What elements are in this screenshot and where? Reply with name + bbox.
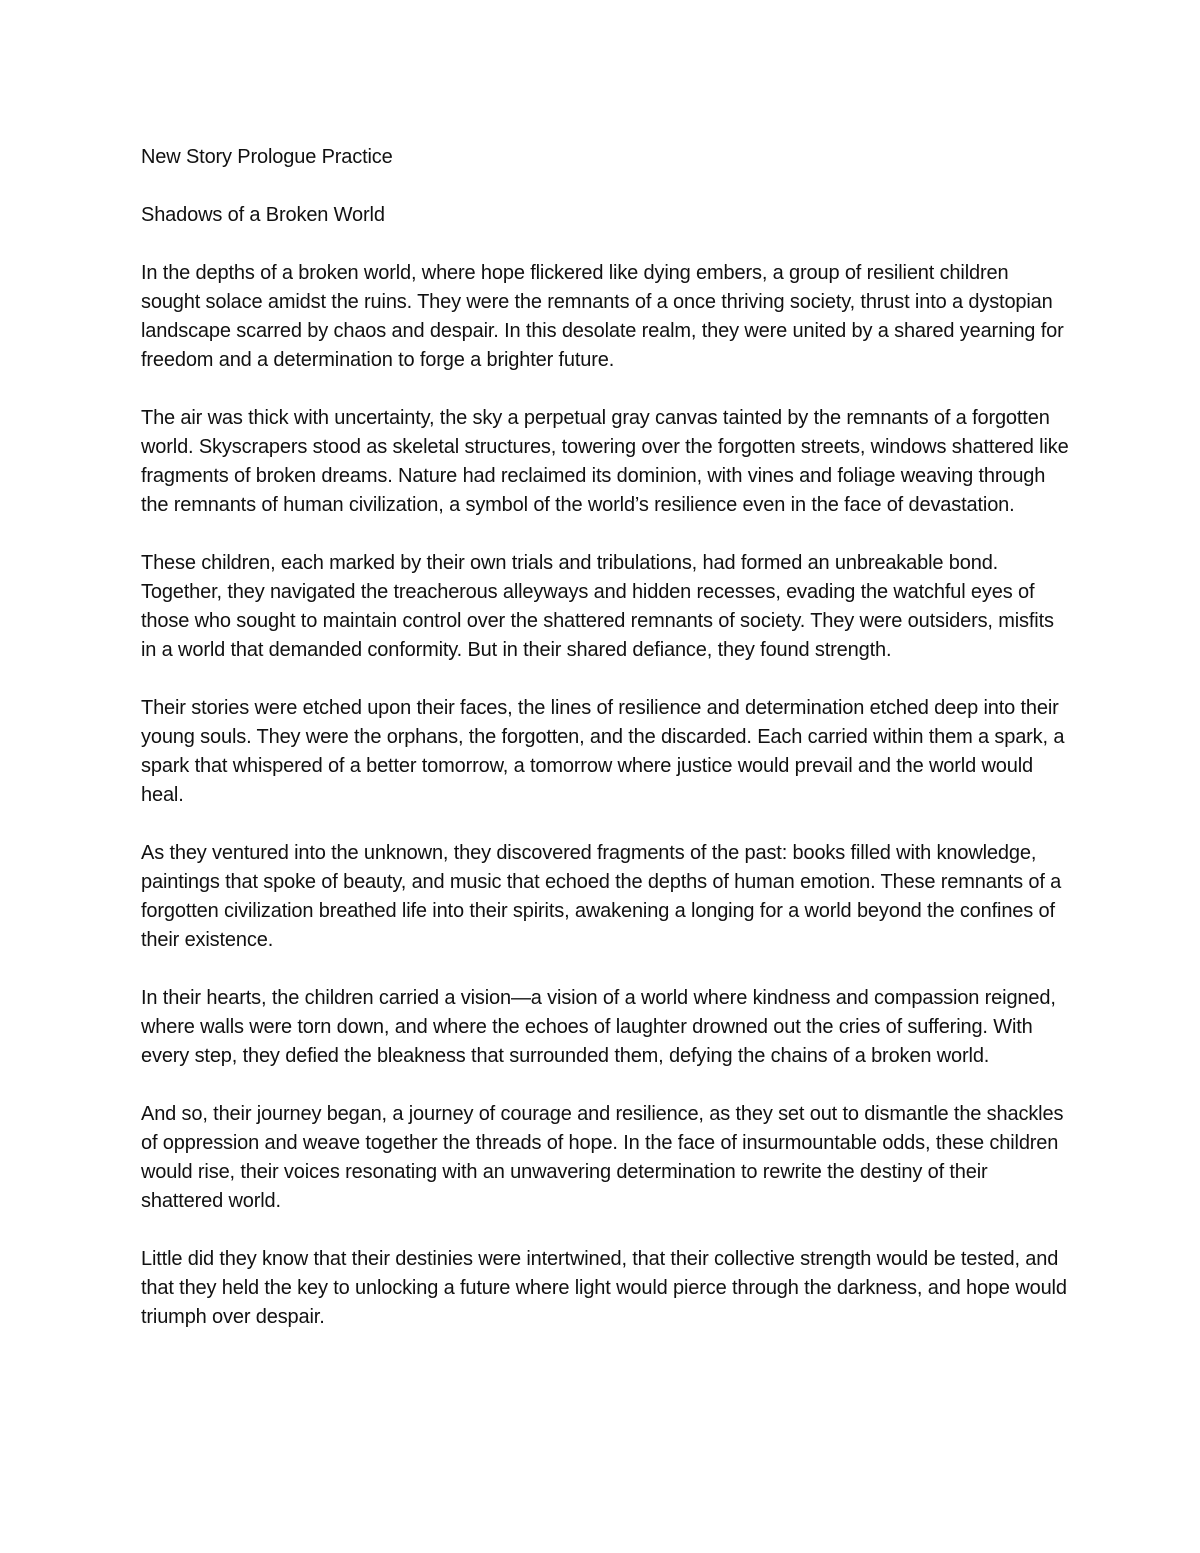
paragraph-5: As they ventured into the unknown, they discovered fragments of the past: books filled with knowledge, paintings that spoke of beauty, and music that echoed the depths of human emotion. These remnants of a forgotten civilization breathed life into their spirits, awakening a longing for a world beyond the confines of their existence. xyxy=(141,842,1062,951)
paragraph-8: Little did they know that their destinies were intertwined, that their collective strength would be tested, and that they held the key to unlocking a future where light would pierce through the darkness, and hope would triumph over despair. xyxy=(141,1248,1067,1328)
document-title: New Story Prologue Practice xyxy=(141,146,393,168)
paragraph-3: These children, each marked by their own trials and tribulations, had formed an unbreakable bond. Together, they navigated the treacherous alleyways and hidden recesses, evading the watchful eyes of those who sought to maintain control over the shattered remnants of society. They were outsiders, misfits in a world that demanded conformity. But in their shared defiance, they found strength. xyxy=(141,552,1054,661)
paragraph-4: Their stories were etched upon their faces, the lines of resilience and determination etched deep into their young souls. They were the orphans, the forgotten, and the discarded. Each carried within them a spark, a spark that whispered of a better tomorrow, a tomorrow where justice would prevail and the world would heal. xyxy=(141,697,1065,806)
paragraph-7: And so, their journey began, a journey of courage and resilience, as they set out to dismantle the shackles of oppression and weave together the threads of hope. In the face of insurmountable odds, these children would rise, their voices resonating with an unwavering determination to rewrite the destiny of their shattered world. xyxy=(141,1103,1064,1212)
paragraph-6: In their hearts, the children carried a vision—a vision of a world where kindness and compassion reigned, where walls were torn down, and where the echoes of laughter drowned out the cries of suffering. With every step, they defied the bleakness that surrounded them, defying the chains of a broken world. xyxy=(141,987,1056,1067)
story-title: Shadows of a Broken World xyxy=(141,204,385,226)
document-body xyxy=(141,143,1071,1361)
paragraph-2: The air was thick with uncertainty, the sky a perpetual gray canvas tainted by the remnants of a forgotten world. Skyscrapers stood as skeletal structures, towering over the forgotten streets, windows shattered like fragments of broken dreams. Nature had reclaimed its dominion, with vines and foliage weaving through the remnants of human civilization, a symbol of the world’s resilience even in the face of devastation. xyxy=(141,407,1069,516)
paragraph-1: In the depths of a broken world, where hope flickered like dying embers, a group of resilient children sought solace amidst the ruins. They were the remnants of a once thriving society, thrust into a dystopian landscape scarred by chaos and despair. In this desolate realm, they were united by a shared yearning for freedom and a determination to forge a brighter future. xyxy=(141,262,1064,371)
